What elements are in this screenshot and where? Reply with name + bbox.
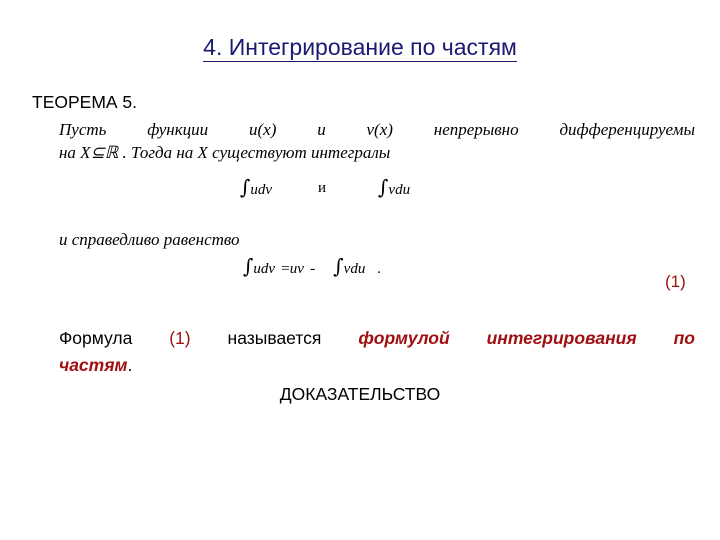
word-differenciruemy: дифференцируемы — [559, 120, 696, 139]
integral-sign: ∫ — [333, 254, 344, 278]
equals-sign: = — [281, 261, 290, 277]
integral-sign: ∫ — [240, 175, 251, 199]
integral-sign: ∫ — [243, 254, 254, 278]
proof-label: ДОКАЗАТЕЛЬСТВО — [279, 384, 441, 404]
word-pust: Пусть — [59, 120, 107, 139]
theorem-label: ТЕОРЕМА 5. — [32, 92, 138, 112]
word-funkcii: функции — [147, 120, 209, 139]
word-nepreryvno: непрерывно — [433, 120, 519, 139]
formula-sentence-line-2 — [59, 355, 132, 376]
formula-sentence-line-1 — [59, 328, 695, 349]
term-po: по — [673, 328, 695, 348]
integrals-connector: и — [318, 180, 327, 196]
term-formuloj: формулой — [358, 328, 450, 348]
integration-by-parts-equation — [243, 256, 381, 278]
term-chastyam: частям — [59, 355, 128, 375]
function-v: v(x) — [366, 120, 393, 139]
word-and: и — [317, 120, 326, 139]
minus-sign: - — [310, 261, 316, 277]
integrand-vdu: vdu — [388, 182, 411, 198]
page-title — [0, 32, 720, 62]
integrand-udv: udv — [250, 182, 273, 198]
word-formula: Формула — [59, 328, 133, 348]
equation-uv: uv — [289, 261, 304, 277]
integral-udv — [240, 177, 272, 199]
theorem-line-3: и справедливо равенство — [59, 230, 240, 249]
equation-period: . — [377, 261, 382, 277]
term-integrirovaniya: интегрирования — [486, 328, 637, 348]
integral-vdu — [378, 177, 410, 199]
page-title-text: 4. Интегрирование по частям — [203, 34, 517, 60]
theorem-line-1 — [59, 119, 695, 141]
word-nazyvaetsya: называется — [227, 328, 322, 348]
equation-number: (1) — [665, 272, 686, 291]
sentence-period: . — [127, 355, 133, 375]
theorem-line-2: на X⊆ℝ . Тогда на X существуют интегралы — [59, 143, 391, 162]
equation-reference: (1) — [169, 328, 191, 348]
equation-lhs: udv — [253, 261, 276, 277]
function-u: u(x) — [248, 120, 277, 139]
integral-sign: ∫ — [378, 175, 389, 199]
equation-rhs: vdu — [343, 261, 366, 277]
